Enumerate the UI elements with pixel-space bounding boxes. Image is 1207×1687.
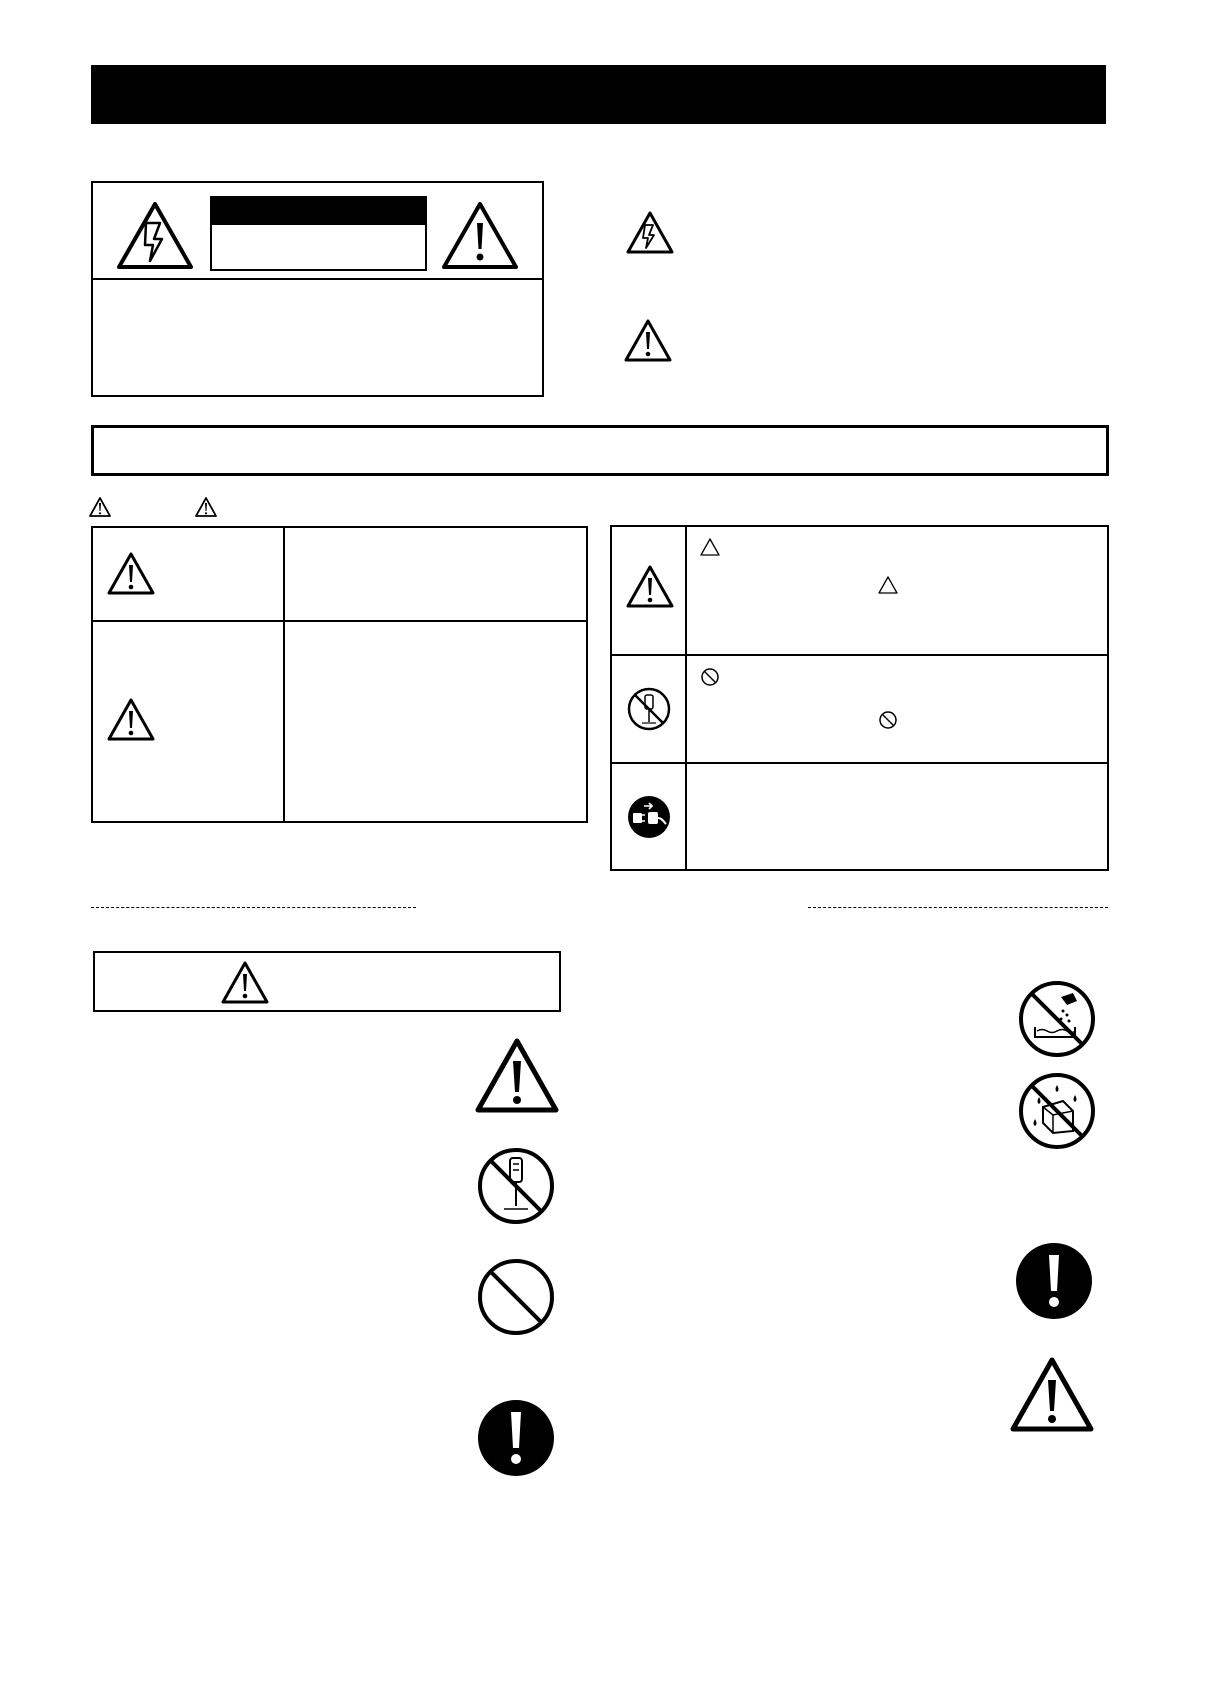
exclamation-warning-icon [441, 201, 519, 271]
dashed-separator-right [808, 907, 1108, 908]
warning-heading-box [93, 951, 561, 1012]
warning-triangle-icon [106, 551, 156, 597]
dashed-separator-left [91, 907, 416, 908]
warning-triangle-icon [106, 697, 156, 743]
no-liquid-icon [1017, 1071, 1097, 1151]
exclamation-warning-icon [623, 318, 673, 364]
caution-label-bar [212, 198, 425, 225]
table-row-divider [612, 762, 1107, 764]
header-band [91, 65, 1106, 124]
large-warning-icon [474, 1037, 560, 1115]
warning-triangle-icon [88, 496, 112, 518]
warning-triangle-icon [194, 496, 218, 518]
no-disassembly-icon [476, 1146, 556, 1226]
large-warning-icon [1009, 1356, 1095, 1434]
no-disassembly-icon [626, 686, 672, 732]
lightning-warning-icon [116, 201, 194, 271]
warning-triangle-icon [625, 564, 675, 610]
caution-box-divider [93, 278, 542, 280]
mandatory-action-icon [476, 1398, 556, 1478]
small-prohibition-icon [700, 667, 720, 687]
section-title-bar [91, 425, 1109, 476]
symbol-table [610, 525, 1109, 871]
table-row-divider [93, 620, 586, 622]
unplug-icon [626, 794, 672, 840]
warning-triangle-icon [220, 960, 270, 1006]
table-column-divider [685, 527, 687, 869]
no-water-icon [1017, 979, 1097, 1059]
table-row-divider [612, 654, 1107, 656]
small-triangle-icon [699, 537, 721, 557]
caution-label [210, 196, 427, 271]
mandatory-action-icon [1014, 1241, 1094, 1321]
hazard-level-table [91, 526, 588, 823]
small-triangle-icon [877, 575, 899, 595]
caution-box [91, 181, 544, 397]
table-column-divider [283, 528, 285, 821]
prohibition-icon [476, 1257, 556, 1337]
small-prohibition-icon [878, 710, 898, 730]
lightning-warning-icon [625, 210, 675, 256]
